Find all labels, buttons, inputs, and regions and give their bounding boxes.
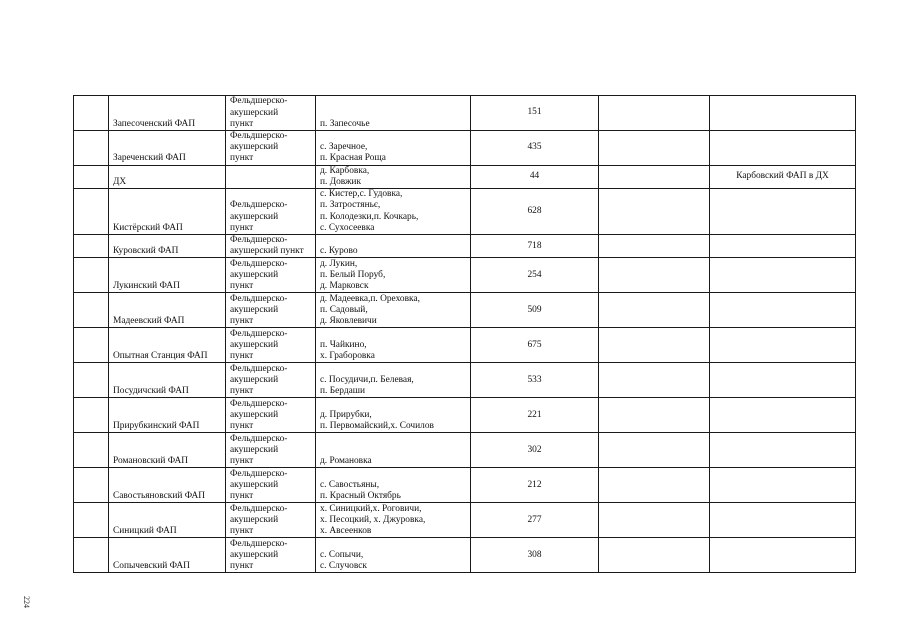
- page-number: 224: [22, 596, 31, 608]
- facility-name-cell: Синицкий ФАП: [109, 503, 226, 538]
- note-cell: [710, 433, 856, 468]
- population-cell: 254: [471, 258, 599, 293]
- note-cell: [710, 468, 856, 503]
- facility-type-cell: Фельдшерско- акушерский пункт: [226, 328, 316, 363]
- facility-name-cell: Лукинский ФАП: [109, 258, 226, 293]
- table-row: [74, 503, 856, 538]
- note-cell: [710, 398, 856, 433]
- facility-name-cell: Прирубкинский ФАП: [109, 398, 226, 433]
- empty-cell: [599, 293, 710, 328]
- population-cell: 151: [471, 96, 599, 131]
- facility-name-cell: Савостьяновский ФАП: [109, 468, 226, 503]
- row-index-cell: [74, 503, 109, 538]
- settlements-cell: с. Посудичи,п. Белевая, п. Бердаши: [316, 363, 471, 398]
- empty-cell: [599, 363, 710, 398]
- table-row: [74, 398, 856, 433]
- facility-name-cell: Посудичский ФАП: [109, 363, 226, 398]
- population-cell: 675: [471, 328, 599, 363]
- note-cell: [710, 503, 856, 538]
- settlements-cell: п. Чайкино, х. Граборовка: [316, 328, 471, 363]
- table-row: [74, 468, 856, 503]
- note-cell: [710, 131, 856, 166]
- settlements-cell: с. Заречное, п. Красная Роща: [316, 131, 471, 166]
- facility-type-cell: Фельдшерско- акушерский пункт: [226, 363, 316, 398]
- row-index-cell: [74, 468, 109, 503]
- empty-cell: [599, 235, 710, 258]
- row-index-cell: [74, 433, 109, 468]
- population-cell: 718: [471, 235, 599, 258]
- note-cell: [710, 96, 856, 131]
- population-cell: 533: [471, 363, 599, 398]
- row-index-cell: [74, 293, 109, 328]
- table-row: [74, 258, 856, 293]
- facility-name-cell: ДХ: [109, 165, 226, 188]
- facility-type-cell: Фельдшерско- акушерский пункт: [226, 96, 316, 131]
- note-cell: [710, 328, 856, 363]
- facility-type-cell: Фельдшерско- акушерский пункт: [226, 538, 316, 573]
- table-row: [74, 363, 856, 398]
- row-index-cell: [74, 258, 109, 293]
- population-cell: 628: [471, 189, 599, 235]
- row-index-cell: [74, 96, 109, 131]
- table-row: [74, 165, 856, 188]
- settlements-cell: с. Сопычи, с. Случовск: [316, 538, 471, 573]
- settlements-cell: д. Мадеевка,п. Ореховка, п. Садовый, д. Яковлевичи: [316, 293, 471, 328]
- table-row: [74, 189, 856, 235]
- settlements-cell: д. Прирубки, п. Первомайский,х. Сочилов: [316, 398, 471, 433]
- facility-type-cell: Фельдшерско- акушерский пункт: [226, 433, 316, 468]
- facilities-table: [73, 95, 856, 573]
- facility-type-cell: Фельдшерско- акушерский пункт: [226, 131, 316, 166]
- row-index-cell: [74, 398, 109, 433]
- population-cell: 308: [471, 538, 599, 573]
- empty-cell: [599, 433, 710, 468]
- table-row: [74, 131, 856, 166]
- empty-cell: [599, 189, 710, 235]
- population-cell: 44: [471, 165, 599, 188]
- table-body: [74, 96, 856, 573]
- facility-type-cell: Фельдшерско- акушерский пункт: [226, 258, 316, 293]
- note-cell: [710, 189, 856, 235]
- row-index-cell: [74, 538, 109, 573]
- facility-type-cell: Фельдшерско- акушерский пункт: [226, 468, 316, 503]
- empty-cell: [599, 503, 710, 538]
- facility-type-cell: Фельдшерско- акушерский пункт: [226, 189, 316, 235]
- settlements-cell: с. Кистер,с. Гудовка, п. Затростяньє, п. Колодезки,п. Кочкарь, с. Сухосеевка: [316, 189, 471, 235]
- empty-cell: [599, 165, 710, 188]
- empty-cell: [599, 328, 710, 363]
- facility-type-cell: [226, 165, 316, 188]
- facility-name-cell: Мадеевский ФАП: [109, 293, 226, 328]
- empty-cell: [599, 258, 710, 293]
- table-row: [74, 328, 856, 363]
- facility-type-cell: Фельдшерско- акушерский пункт: [226, 398, 316, 433]
- facility-name-cell: Зареченский ФАП: [109, 131, 226, 166]
- population-cell: 509: [471, 293, 599, 328]
- note-cell: [710, 258, 856, 293]
- settlements-cell: х. Синицкий,х. Роговичи, х. Песоцкий, х. Джуровка, х. Авсеенков: [316, 503, 471, 538]
- facility-name-cell: Куровский ФАП: [109, 235, 226, 258]
- facility-type-cell: Фельдшерско- акушерский пункт: [226, 235, 316, 258]
- settlements-cell: п. Запесочье: [316, 96, 471, 131]
- settlements-cell: д. Романовка: [316, 433, 471, 468]
- facility-name-cell: Опытная Станция ФАП: [109, 328, 226, 363]
- settlements-cell: д. Лукин, п. Белый Поруб, д. Марковск: [316, 258, 471, 293]
- population-cell: 221: [471, 398, 599, 433]
- row-index-cell: [74, 235, 109, 258]
- table-row: [74, 293, 856, 328]
- settlements-cell: с. Савостьяны, п. Красный Октябрь: [316, 468, 471, 503]
- population-cell: 435: [471, 131, 599, 166]
- table-row: [74, 433, 856, 468]
- population-cell: 302: [471, 433, 599, 468]
- settlements-cell: с. Курово: [316, 235, 471, 258]
- row-index-cell: [74, 328, 109, 363]
- empty-cell: [599, 468, 710, 503]
- note-cell: [710, 235, 856, 258]
- empty-cell: [599, 131, 710, 166]
- facility-name-cell: Романовский ФАП: [109, 433, 226, 468]
- table-row: [74, 96, 856, 131]
- facility-type-cell: Фельдшерско- акушерский пункт: [226, 293, 316, 328]
- row-index-cell: [74, 165, 109, 188]
- table-row: [74, 538, 856, 573]
- note-cell: [710, 293, 856, 328]
- population-cell: 212: [471, 468, 599, 503]
- settlements-cell: д. Карбовка, п. Довжик: [316, 165, 471, 188]
- facility-name-cell: Кистёрский ФАП: [109, 189, 226, 235]
- note-cell: [710, 363, 856, 398]
- empty-cell: [599, 96, 710, 131]
- row-index-cell: [74, 363, 109, 398]
- note-cell: Карбовский ФАП в ДХ: [710, 165, 856, 188]
- note-cell: [710, 538, 856, 573]
- population-cell: 277: [471, 503, 599, 538]
- facility-type-cell: Фельдшерско- акушерский пункт: [226, 503, 316, 538]
- table-row: [74, 235, 856, 258]
- facility-name-cell: Запесоченский ФАП: [109, 96, 226, 131]
- row-index-cell: [74, 131, 109, 166]
- empty-cell: [599, 398, 710, 433]
- row-index-cell: [74, 189, 109, 235]
- empty-cell: [599, 538, 710, 573]
- facility-name-cell: Сопычевский ФАП: [109, 538, 226, 573]
